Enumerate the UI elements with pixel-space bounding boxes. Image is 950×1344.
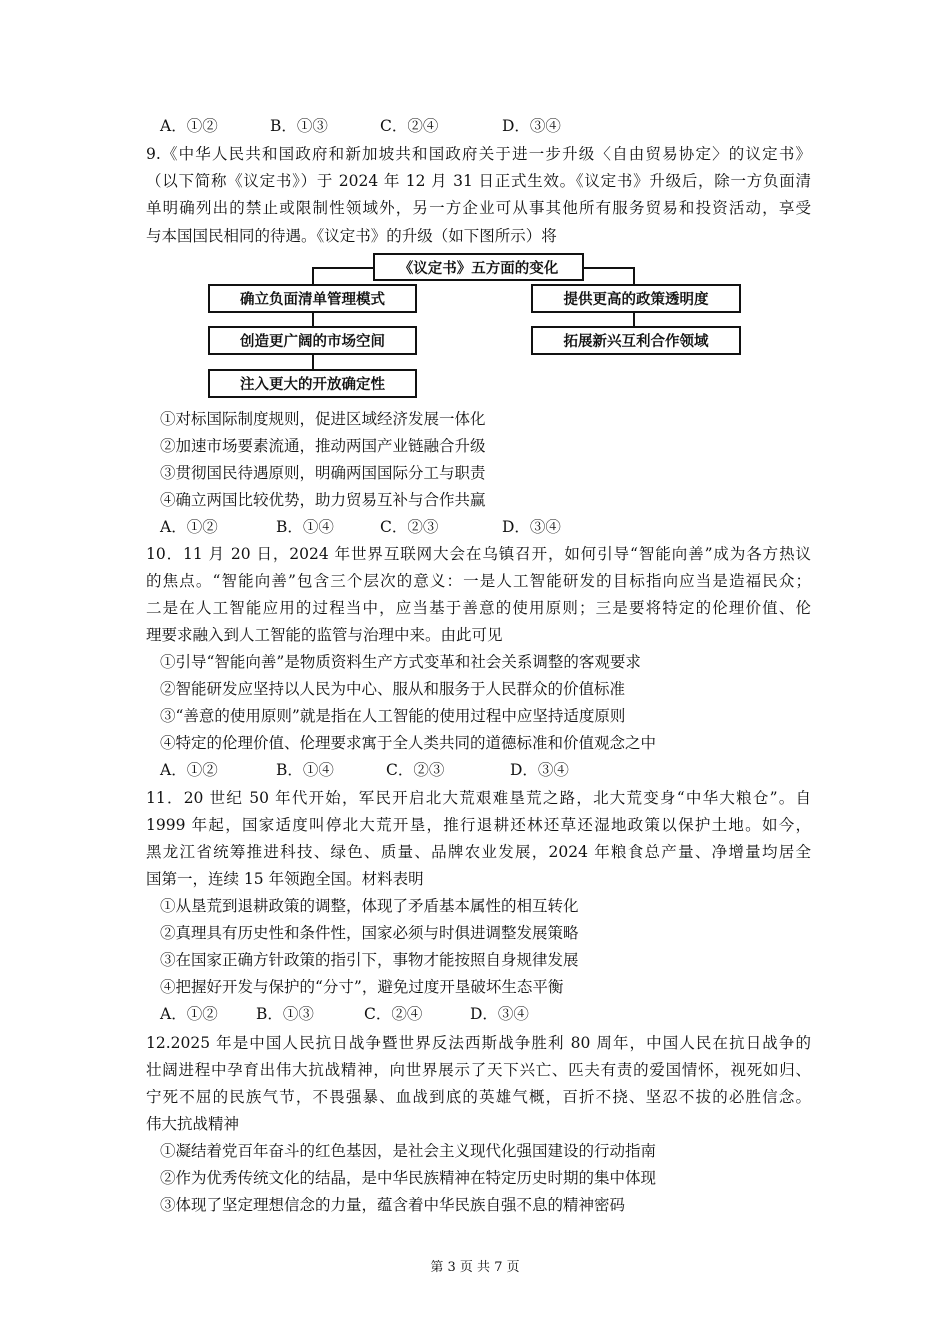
q10-stem-line: 10．11 月 20 日，2024 年世界互联网大会在乌镇召开，如何引导“智能向善”成为各方热议 [146,545,811,563]
q11-choice-a: A．①② [160,1005,218,1023]
q9-choice-c: C．②③ [380,518,439,536]
q11-choice-b: B．①③ [256,1005,314,1023]
q12-stem-line: 壮阔进程中孕育出伟大抗战精神，向世界展示了天下兴亡、匹夫有责的爱国情怀，视死如归、 [146,1061,811,1079]
q10-stem-line: 理要求融入到人工智能的监管与治理中来。由此可见 [146,626,503,644]
q12-option: ②作为优秀传统文化的结晶，是中华民族精神在特定历史时期的集中体现 [160,1169,657,1187]
q9-choice-d: D．③④ [502,518,561,536]
q11-stem-line: 11．20 世纪 50 年代开始，军民开启北大荒艰难垦荒之路，北大荒变身“中华大粮仓”。自 [146,789,811,807]
q10-stem-line: 的焦点。“智能向善”包含三个层次的意义：一是人工智能研发的目标指向应当是造福民众； [146,572,811,590]
diagram-left-box: 确立负面清单管理模式 [208,284,417,313]
q9-stem-line: 与本国国民相同的待遇。《议定书》的升级（如下图所示）将 [146,227,557,245]
q10-choice-c: C．②③ [386,761,445,779]
q10-option: ③“善意的使用原则”就是指在人工智能的使用过程中应坚持适度原则 [160,707,626,725]
q11-stem-line: 国第一，连续 15 年领跑全国。材料表明 [146,870,424,888]
q10-choice-a: A．①② [160,761,218,779]
prev-choice-d: D．③④ [502,117,561,135]
q9-choice-a: A．①② [160,518,218,536]
q11-choice-d: D．③④ [470,1005,529,1023]
diagram-right-box: 拓展新兴互利合作领域 [531,326,741,355]
page-number: 第 3 页 共 7 页 [430,1260,520,1275]
diagram-left-box: 注入更大的开放确定性 [208,369,417,398]
q10-option: ④特定的伦理价值、伦理要求寓于全人类共同的道德标准和价值观念之中 [160,734,657,752]
q9-option: ④确立两国比较优势，助力贸易互补与合作共赢 [160,491,486,509]
diagram-left-box: 创造更广阔的市场空间 [208,326,417,355]
diagram-right-box: 提供更高的政策透明度 [531,284,741,313]
prev-choice-a: A．①② [160,117,218,135]
q11-stem-line: 黑龙江省统筹推进科技、绿色、质量、品牌农业发展，2024 年粮食总产量、净增量均居全 [146,843,811,861]
q11-stem-line: 1999 年起，国家适度叫停北大荒开垦，推行退耕还林还草还湿地政策以保护土地。如今， [146,816,811,834]
q12-stem-line: 宁死不屈的民族气节，不畏强暴、血战到底的英雄气概，百折不挠、坚忍不拔的必胜信念。 [146,1088,811,1106]
q10-option: ②智能研发应坚持以人民为中心、服从和服务于人民群众的价值标准 [160,680,626,698]
q9-stem-line: 单明确列出的禁止或限制性领域外，另一方企业可从事其他所有服务贸易和投资活动，享受 [146,199,811,217]
q9-stem-line: （以下简称《议定书》）于 2024 年 12 月 31 日正式生效。《议定书》升级后，除一方负面清 [146,172,811,190]
prev-choice-c: C．②④ [380,117,439,135]
q12-option: ③体现了坚定理想信念的力量，蕴含着中华民族自强不息的精神密码 [160,1196,626,1214]
q11-option: ③在国家正确方针政策的指引下，事物才能按照自身规律发展 [160,951,579,969]
q10-choice-d: D．③④ [510,761,569,779]
q11-option: ②真理具有历史性和条件性，国家必须与时俱进调整发展策略 [160,924,579,942]
q12-stem-line: 12.2025 年是中国人民抗日战争暨世界反法西斯战争胜利 80 周年，中国人民在抗日战争的 [146,1034,811,1052]
q9-stem-line: 9.《中华人民共和国政府和新加坡共和国政府关于进一步升级〈自由贸易协定〉的议定书》 [146,145,811,163]
q11-choice-c: C．②④ [364,1005,423,1023]
q12-stem-line: 伟大抗战精神 [146,1115,240,1133]
prev-choice-b: B．①③ [270,117,328,135]
q9-option: ③贯彻国民待遇原则，明确两国国际分工与职责 [160,464,486,482]
q11-option: ④把握好开发与保护的“分寸”，避免过度开垦破坏生态平衡 [160,978,564,996]
q10-choice-b: B．①④ [276,761,334,779]
q9-option: ①对标国际制度规则，促进区域经济发展一体化 [160,410,486,428]
q11-option: ①从垦荒到退耕政策的调整，体现了矛盾基本属性的相互转化 [160,897,579,915]
diagram-top-box: 《议定书》五方面的变化 [373,253,584,281]
q10-stem-line: 二是在人工智能应用的过程当中，应当基于善意的使用原则；三是要将特定的伦理价值、伦 [146,599,811,617]
q9-choice-b: B．①④ [276,518,334,536]
q10-option: ①引导“智能向善”是物质资料生产方式变革和社会关系调整的客观要求 [160,653,641,671]
q9-option: ②加速市场要素流通，推动两国产业链融合升级 [160,437,486,455]
q12-option: ①凝结着党百年奋斗的红色基因，是社会主义现代化强国建设的行动指南 [160,1142,657,1160]
